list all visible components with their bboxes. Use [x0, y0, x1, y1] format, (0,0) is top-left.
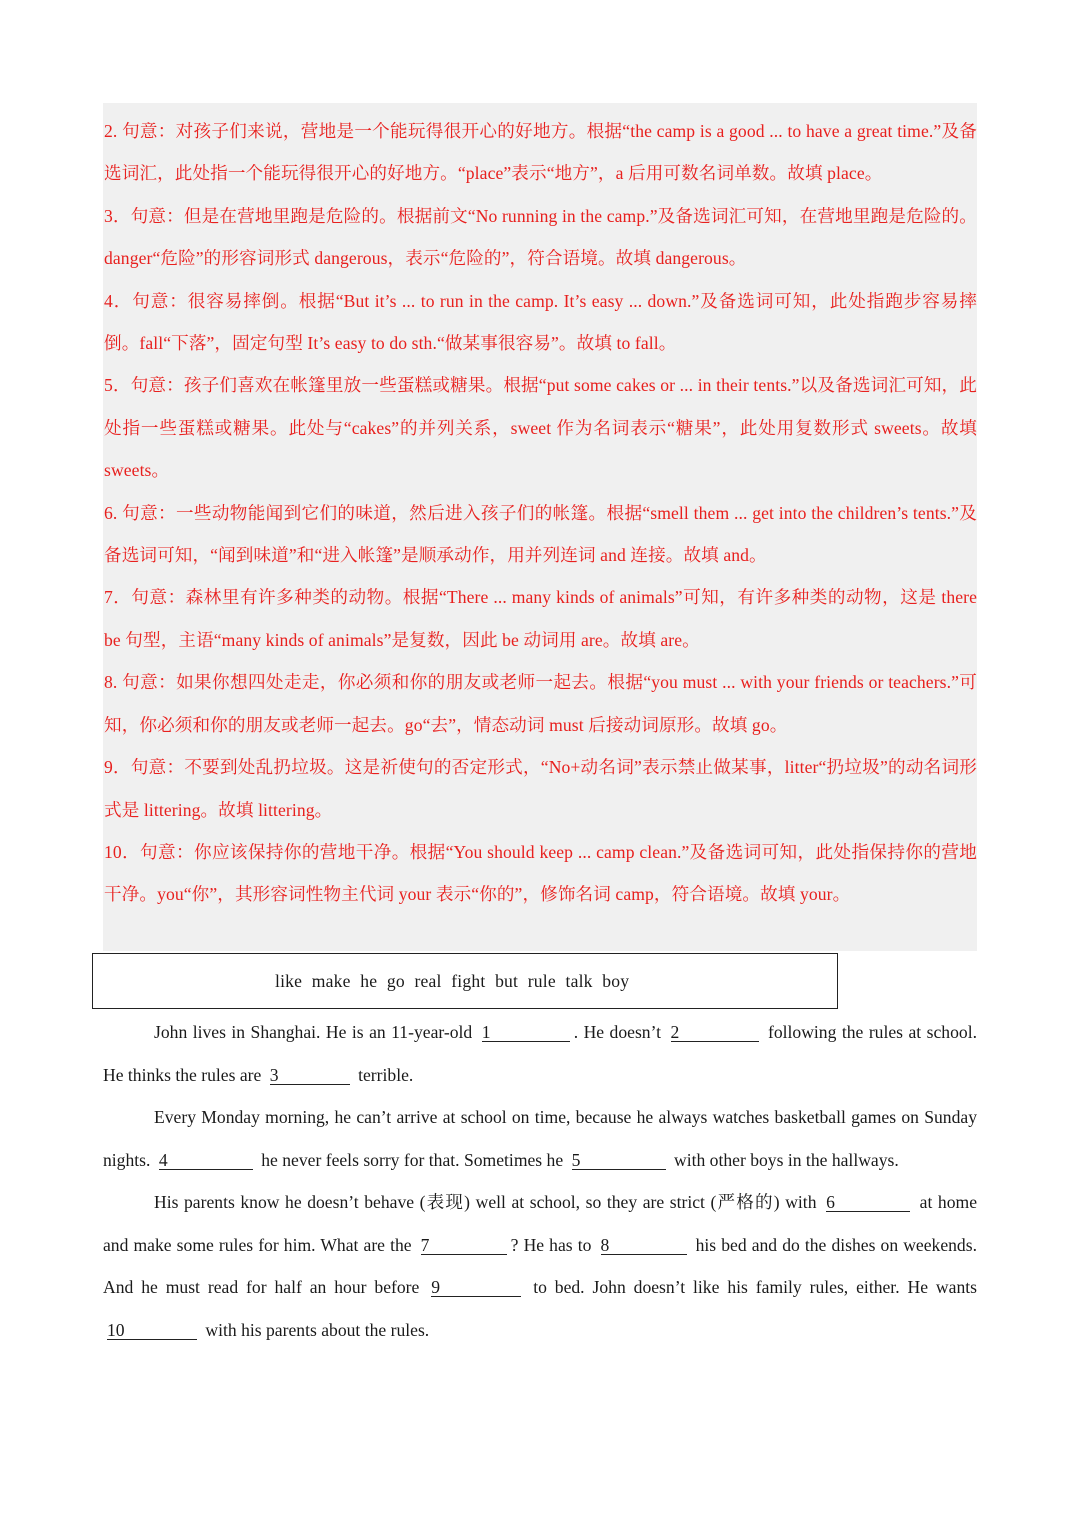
passage-text: His parents know he doesn’t behave (表现) well at school, so they are strict (严格的) with: [154, 1192, 817, 1212]
answer-10: 10．句意：你应该保持你的营地干净。根据“You should keep ... camp clean.”及备选词可知，此处指保持你的营地干净。you“你”，其形容词性物主代词 your 表示“你的”，修饰名词 camp，符合语境。故填 your。: [104, 841, 977, 905]
passage-text: . He doesn’t: [573, 1022, 662, 1042]
blank-8: 8: [601, 1234, 687, 1255]
passage-paragraph-3: [103, 1181, 977, 1351]
cloze-passage: [103, 1011, 977, 1351]
passage-text: Every Monday morning, he can’t arrive at school on time, because he always watches basketball games on Sunday nights.: [103, 1107, 977, 1170]
passage-paragraph-1: [103, 1011, 977, 1096]
answer-5: 5．句意：孩子们喜欢在帐篷里放一些蛋糕或糖果。根据“put some cakes or ... in their tents.”以及备选词汇可知，此处指一些蛋糕或糖果。此处与“cakes”的并列关系，sweet 作为名词表示“糖果”，此处用复数形式 sweets。故填 sweets。: [104, 375, 977, 481]
answer-4: 4．句意：很容易摔倒。根据“But it’s ... to run in the camp. It’s easy ... down.”及备选词可知，此处指跑步容易摔倒。fall“下落”，固定句型 It’s easy to do sth.“做某事很容易”。故填 to fall。: [104, 290, 977, 354]
blank-9: 9: [431, 1276, 521, 1297]
passage-text: at home and make some rules for him. What are the: [103, 1192, 978, 1255]
blank-3: 3: [270, 1064, 350, 1085]
answer-7: 7．句意：森林里有许多种类的动物。根据“There ... many kinds of animals”可知，有许多种类的动物，这是 there be 句型，主语“many kinds of animals”是复数，因此 be 动词用 are。故填 are。: [104, 587, 977, 650]
passage-text: following the rules at school. He thinks the rules are: [103, 1022, 977, 1085]
blank-7: 7: [421, 1234, 507, 1255]
word-bank: like make he go real fight but rule talk boy: [275, 971, 630, 991]
answer-2: 2. 句意：对孩子们来说，营地是一个能玩得很开心的好地方。根据“the camp is a good ... to have a great time.”及备选词汇，此处指一个能玩得很开心的好地方。“place”表示“地方”，a 后用可数名词单数。故填 place。: [104, 121, 977, 184]
blank-6: 6: [826, 1191, 910, 1212]
passage-paragraph-2: [103, 1096, 977, 1181]
passage-text: terrible.: [358, 1064, 414, 1085]
passage-text: to bed. John doesn’t like his family rules, either. He wants: [533, 1277, 977, 1297]
blank-1: 1: [482, 1021, 570, 1042]
passage-text: with his parents about the rules.: [205, 1319, 430, 1340]
answer-6: 6. 句意：一些动物能闻到它们的味道，然后进入孩子们的帐篷。根据“smell them ... get into the children’s tents.”及备选词可知，“闻到味道”和“进入帐篷”是顺承动作，用并列连词 and 连接。故填 and。: [104, 502, 977, 566]
blank-2: 2: [671, 1021, 759, 1042]
passage-text: John lives in Shanghai. He is an 11-year-old: [154, 1022, 473, 1042]
answer-explanations: [103, 103, 977, 951]
blank-4: 4: [159, 1149, 253, 1170]
answer-3: 3．句意：但是在营地里跑是危险的。根据前文“No running in the camp.”及备选词汇可知，在营地里跑是危险的。danger“危险”的形容词形式 dangerous，表示“危险的”，符合语境。故填 dangerous。: [104, 205, 977, 269]
answer-8: 8. 句意：如果你想四处走走，你必须和你的朋友或老师一起去。根据“you must ... with your friends or teachers.”可知，你必须和你的朋友或老师一起去。go“去”，情态动词 must 后接动词原形。故填 go。: [104, 672, 977, 735]
word-bank-box: [92, 953, 838, 1009]
passage-text: his bed and do the dishes on weekends. And he must read for half an hour before: [103, 1234, 977, 1297]
passage-text: ? He has to: [510, 1234, 592, 1255]
blank-10: 10: [107, 1319, 197, 1340]
passage-text: he never feels sorry for that. Sometimes he: [261, 1149, 564, 1170]
passage-text: with other boys in the hallways.: [673, 1149, 899, 1170]
answer-9: 9．句意：不要到处乱扔垃圾。这是祈使句的否定形式，“No+动名词”表示禁止做某事，litter“扔垃圾”的动名词形式是 littering。故填 littering。: [104, 757, 977, 820]
blank-5: 5: [572, 1149, 666, 1170]
